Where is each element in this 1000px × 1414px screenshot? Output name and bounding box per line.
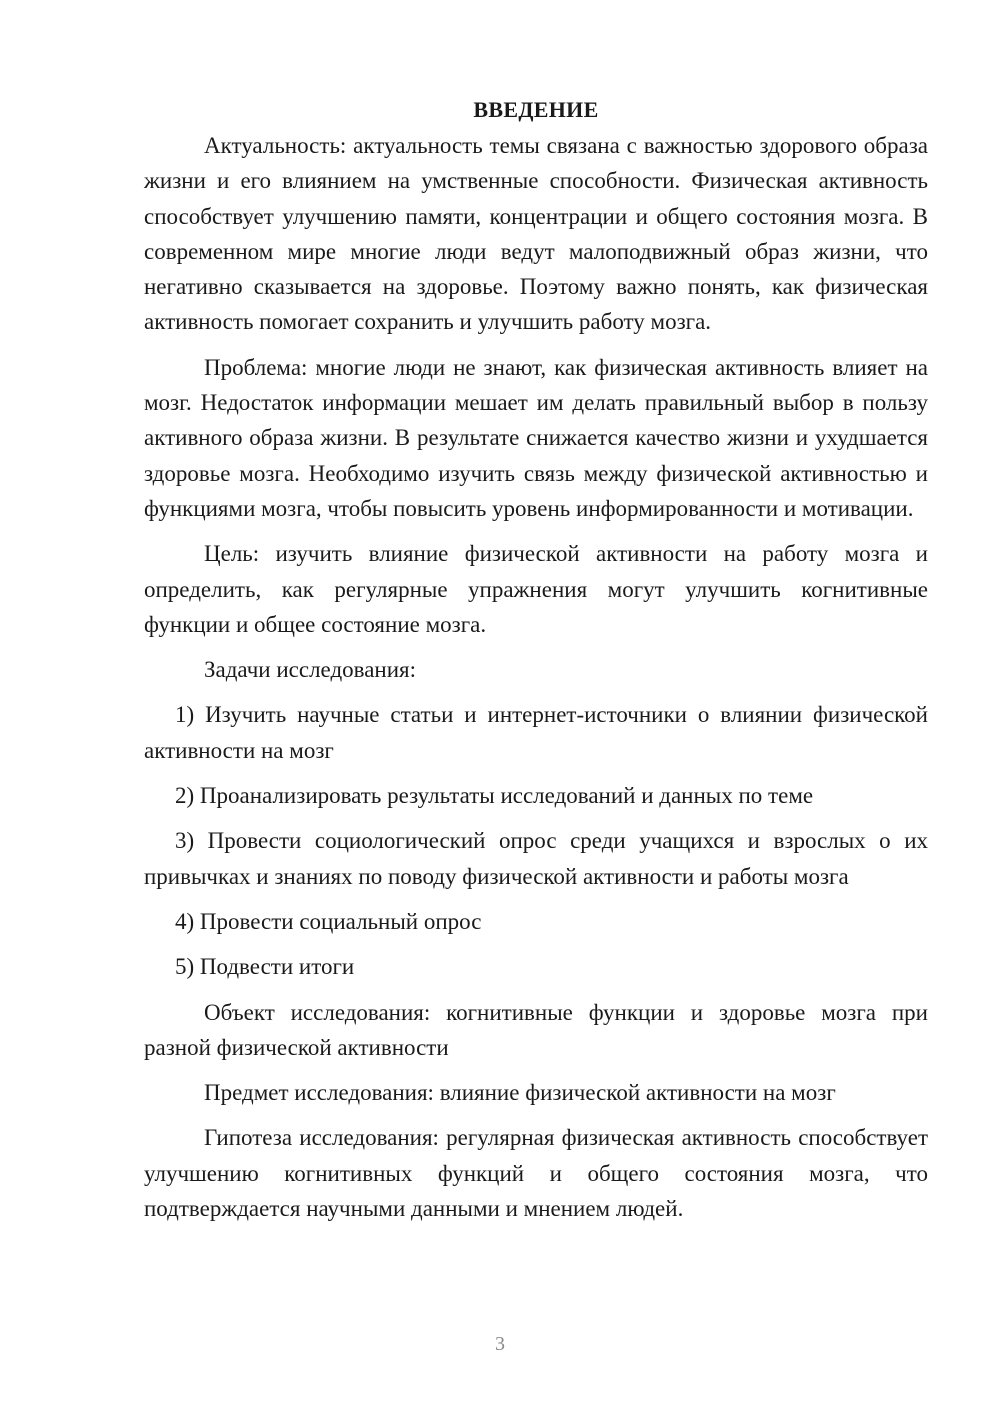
relevance-paragraph: Актуальность: актуальность темы связана с важностью здорового образа жизни и его влиянием на умственные способности. Физическая активность способствует улучшению памяти, концентрации и общего состояния мозга. В современном мире многие люди ведут малоподвижный образ жизни, что негативно сказывается на здоровье. Поэтому важно понять, как физическая активность помогает сохранить и улучшить работу мозга. xyxy=(144,133,928,335)
task-item-2: 2) Проанализировать результаты исследований и данных по теме xyxy=(175,783,814,809)
task-item-3: 3) Провести социологический опрос среди учащихся и взрослых о их привычках и знаниях по поводу физической активности и работы мозга xyxy=(144,828,928,889)
section-title: ВВЕДЕНИЕ xyxy=(473,97,599,122)
task-item-4: 4) Провести социальный опрос xyxy=(175,908,482,934)
tasks-heading: Задачи исследования: xyxy=(204,657,417,683)
hypothesis-paragraph: Гипотеза исследования: регулярная физическая активность способствует улучшению когнитивных функций и общего состояния мозга, что подтверждается научными данными и мнением людей. xyxy=(144,1125,928,1222)
problem-paragraph: Проблема: многие люди не знают, как физическая активность влияет на мозг. Недостаток информации мешает им делать правильный выбор в пользу активного образа жизни. В результате снижается качество жизни и ухудшается здоровье мозга. Необходимо изучить связь между физической активностью и функциями мозга, чтобы повысить уровень информированности и мотивации. xyxy=(144,354,928,521)
page-number: 3 xyxy=(495,1333,505,1355)
task-item-5: 5) Подвести итоги xyxy=(175,954,355,980)
task-item-1: 1) Изучить научные статьи и интернет-источники о влиянии физической активности на мозг xyxy=(144,702,928,763)
subject-paragraph: Предмет исследования: влияние физической активности на мозг xyxy=(204,1080,836,1106)
document-body xyxy=(144,92,928,1236)
goal-paragraph: Цель: изучить влияние физической активности на работу мозга и определить, как регулярные упражнения могут улучшить когнитивные функции и общее состояние мозга. xyxy=(144,541,928,637)
object-paragraph: Объект исследования: когнитивные функции и здоровье мозга при разной физической активности xyxy=(144,999,928,1060)
